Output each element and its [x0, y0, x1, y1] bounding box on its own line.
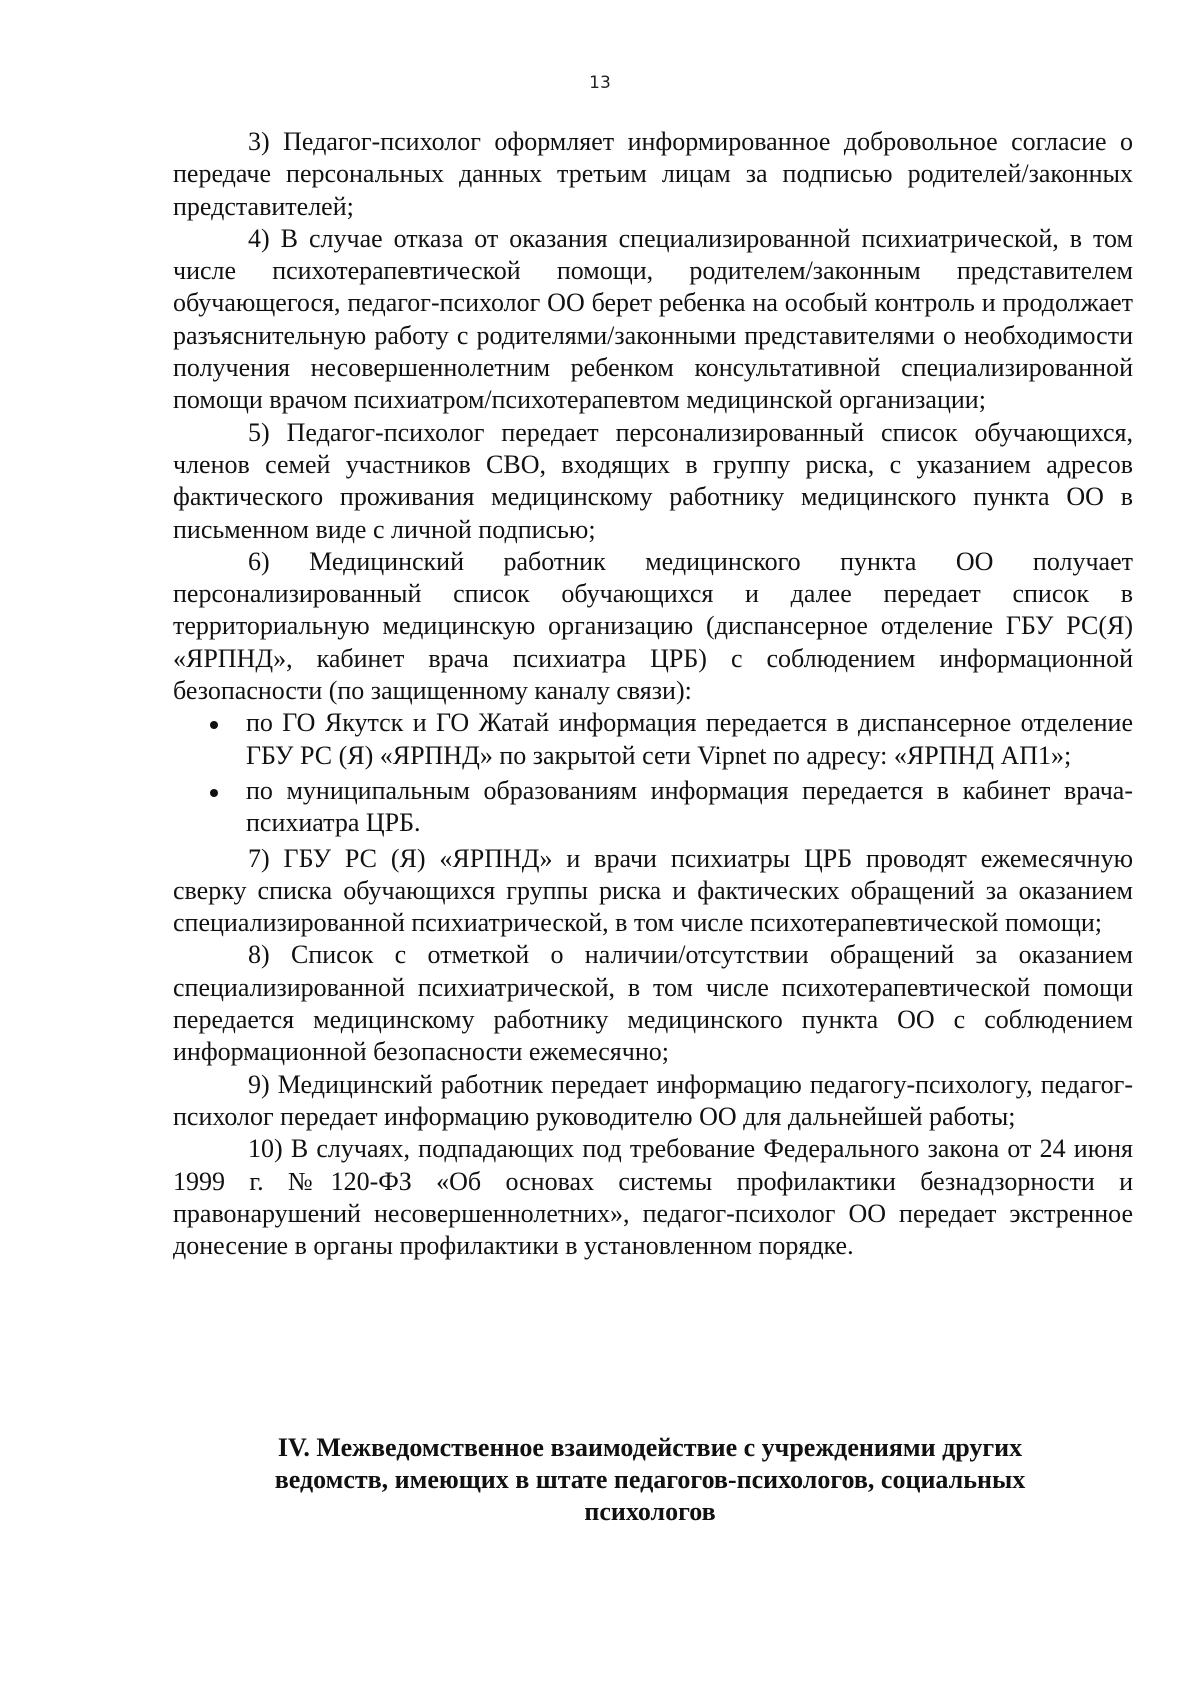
bullet-list	[173, 707, 1133, 839]
paragraph-item-7: 7) ГБУ РС (Я) «ЯРПНД» и врачи психиатры ЦРБ проводят ежемесячную сверку списка обучающихся группы риска и фактических обращений за оказанием специализированной психиатрической, в том числе психотерапевтической помощи;	[173, 843, 1133, 938]
page-number: 13	[589, 73, 611, 93]
section-heading-line-2: ведомств, имеющих в штате педагогов-психологов, социальных	[274, 1465, 1026, 1494]
section-heading-line-3: психологов	[584, 1497, 716, 1526]
document-body	[173, 126, 1133, 1262]
list-item	[173, 775, 1133, 840]
section-heading-line-1: IV. Межведомственное взаимодействие с учреждениями других	[277, 1433, 1023, 1462]
paragraph-item-9: 9) Медицинский работник передает информацию педагогу-психологу, педагог-психолог передает информацию руководителю ОО для дальнейшей работы;	[173, 1069, 1133, 1131]
bullet-icon	[210, 789, 218, 797]
paragraph-item-8: 8) Список с отметкой о наличии/отсутствии обращений за оказанием специализированной психиатрической, в том числе психотерапевтической помощи передается медицинскому работнику медицинского пункта ОО с соблюдением информационной безопасности ежемесячно;	[173, 940, 1133, 1067]
bullet-text: по муниципальным образованиям информация передается в кабинет врача-психиатра ЦРБ.	[246, 775, 1133, 838]
paragraph-item-6: 6) Медицинский работник медицинского пункта ОО получает персонализированный список обучающихся и далее передает список в территориальную медицинскую организацию (диспансерное отделение ГБУ РС(Я) «ЯРПНД», кабинет врача психиатра ЦРБ) с соблюдением информационной безопасности (по защищенному каналу связи):	[173, 546, 1133, 706]
bullet-icon	[210, 721, 218, 729]
paragraph-item-10: 10) В случаях, подпадающих под требование Федерального закона от 24 июня 1999 г. №120-ФЗ «Об основах системы профилактики безнадзорности и правонарушений несовершеннолетних», педагог-психолог ОО передает экстренное донесение в органы профилактики в установленном порядке.	[173, 1134, 1133, 1261]
paragraph-item-4: 4) В случае отказа от оказания специализированной психиатрической, в том числе психотерапевтической помощи, родителем/законным представителем обучающегося, педагог-психолог ОО берет ребенка на особый контроль и продолжает разъяснительную работу с родителями/законными представителями о необходимости получения несовершеннолетним ребенком консультативной специализированной помощи врачом психиатром/психотерапевтом медицинской организации;	[173, 223, 1133, 415]
section-heading	[0, 1432, 1200, 1528]
list-item	[173, 707, 1133, 772]
bullet-text: по ГО Якутск и ГО Жатай информация передается в диспансерное отделение ГБУ РС (Я) «ЯРПНД» по закрытой сети Vipnet по адресу: «ЯРПНД АП1»;	[246, 708, 1133, 770]
paragraph-item-5: 5) Педагог-психолог передает персонализированный список обучающихся, членов семей участников СВО, входящих в группу риска, с указанием адресов фактического проживания медицинскому работнику медицинского пункта ОО в письменном виде с личной подписью;	[173, 417, 1133, 544]
paragraph-item-3: 3) Педагог-психолог оформляет информированное добровольное согласие о передаче персональных данных третьим лицам за подписью родителей/законных представителей;	[173, 127, 1133, 221]
